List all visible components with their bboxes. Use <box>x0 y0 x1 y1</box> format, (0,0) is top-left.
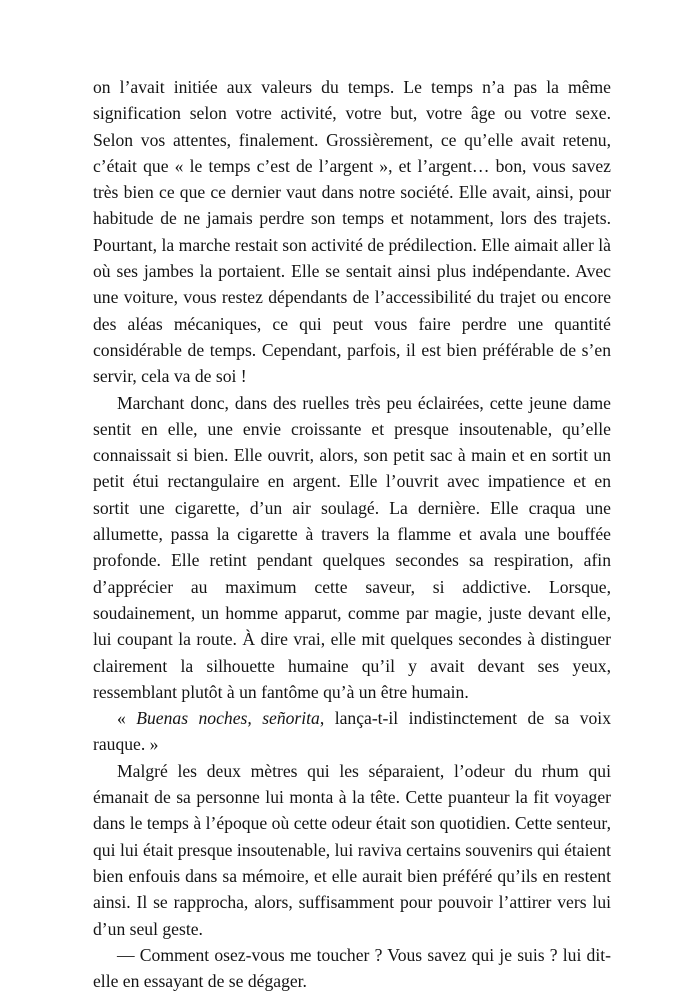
paragraph-5-dialogue: — Comment osez-vous me toucher ? Vous savez qui je suis ? lui dit-elle en essayant de se dégager. <box>93 944 611 992</box>
paragraph-2: Marchant donc, dans des ruelles très peu éclairées, cette jeune dame sentit en elle, une envie croissante et presque insoutenable, qu’elle connaissait si bien. Elle ouvrit, alors, son petit sac à main et en sortit un petit étui rectangulaire en argent. Elle l’ouvrit avec impatience et en sortit une cigarette, d’un air soulagé. La dernière. Elle craqua une allumette, passa la cigarette à travers la flamme et avala une bouffée profonde. Elle retint pendant quelques secondes sa respiration, afin d’apprécier au maximum cette saveur, si addictive. Lorsque, soudainement, un homme apparut, comme par magie, juste devant elle, lui coupant la route. À dire vrai, elle mit quelques secondes à distinguer clairement la silhouette humaine qu’il y avait devant ses yeux, ressemblant plutôt à un fantôme qu’à un être humain. <box>93 392 611 702</box>
opening-quote: « <box>117 708 137 729</box>
paragraph-4: Malgré les deux mètres qui les séparaient, l’odeur du rhum qui émanait de sa personne lui monta à la tête. Cette puanteur la fit voyager dans le temps à l’époque où cette odeur était son quotidien. Cette senteur, qui lui était presque insoutenable, lui raviva certains souvenirs qui étaient bien enfouis dans sa mémoire, et elle aurait bien préféré qu’ils en restent ainsi. Il se rapprocha, alors, suffisamment pour pouvoir l’attirer vers lui d’un seul geste. <box>93 760 611 939</box>
spanish-greeting: Buenas noches, señorita <box>136 708 320 729</box>
dialogue-tag: , lança-t-il indistinctement de sa voix rauque. » <box>93 708 611 755</box>
paragraph-3-dialogue <box>93 705 611 758</box>
page-text-body <box>93 74 611 994</box>
paragraph-1: on l’avait initiée aux valeurs du temps. Le temps n’a pas la même signification selon votre activité, votre but, votre âge ou votre sexe. Selon vos attentes, finalement. Grossièrement, ce qu’elle avait retenu, c’était que « le temps c’est de l’argent », et l’argent… bon, vous savez très bien ce que ce dernier vaut dans notre société. Elle avait, ainsi, pour habitude de ne jamais perdre son temps et notamment, lors des trajets. Pourtant, la marche restait son activité de prédilection. Elle aimait aller là où ses jambes la portaient. Elle se sentait ainsi plus indépendante. Avec une voiture, vous restez dépendants de l’accessibilité du trajet ou encore des aléas mécaniques, ce qui peut vous faire perdre une quantité considérable de temps. Cependant, parfois, il est bien préférable de s’en servir, cela va de soi ! <box>93 77 611 387</box>
